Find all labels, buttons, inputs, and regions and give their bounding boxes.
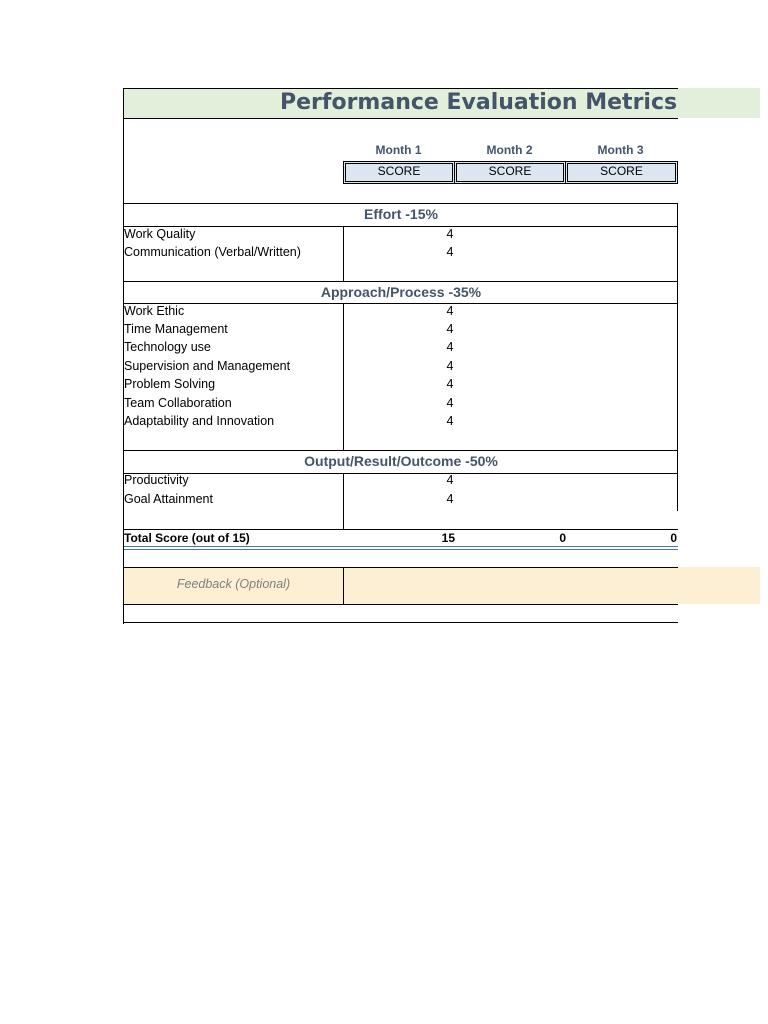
criterion-score[interactable]: 4 <box>446 322 454 336</box>
criterion-score[interactable]: 4 <box>446 340 454 354</box>
criterion-label: Team Collaboration <box>124 396 232 410</box>
criterion-label: Productivity <box>124 473 189 487</box>
criterion-score[interactable]: 4 <box>446 492 454 506</box>
month-3-label: Month 3 <box>597 143 644 157</box>
criterion-score[interactable]: 4 <box>446 473 454 487</box>
total-score-label: Total Score (out of 15) <box>124 531 250 545</box>
month-3-score-header[interactable]: SCORE <box>565 161 678 184</box>
feedback-input[interactable] <box>345 569 675 602</box>
sheet-title: Performance Evaluation Metrics <box>280 90 678 115</box>
criterion-label: Supervision and Management <box>124 359 291 373</box>
feedback-label: Feedback (Optional) <box>176 577 291 591</box>
criterion-label: Communication (Verbal/Written) <box>124 245 301 259</box>
criterion-score[interactable]: 4 <box>446 304 454 318</box>
criterion-score[interactable]: 4 <box>446 377 454 391</box>
criterion-label: Adaptability and Innovation <box>124 414 275 428</box>
section-heading-effort: Effort -15% <box>364 206 438 222</box>
criterion-label: Problem Solving <box>124 377 216 391</box>
criterion-score[interactable]: 4 <box>446 414 454 428</box>
month-1-score-header[interactable]: SCORE <box>343 161 455 184</box>
criterion-score[interactable]: 4 <box>446 245 454 259</box>
criterion-label: Goal Attainment <box>124 492 213 506</box>
criterion-label: Time Management <box>124 322 228 336</box>
criterion-score[interactable]: 4 <box>446 396 454 410</box>
total-score-month-1: 15 <box>441 531 455 545</box>
section-heading-output: Output/Result/Outcome -50% <box>304 453 498 469</box>
total-score-month-2: 0 <box>559 531 566 545</box>
criterion-label: Work Ethic <box>124 304 185 318</box>
total-score-month-3: 0 <box>670 531 677 545</box>
month-2-label: Month 2 <box>486 143 533 157</box>
criterion-score[interactable]: 4 <box>446 359 454 373</box>
criterion-label: Work Quality <box>124 227 196 241</box>
criterion-score[interactable]: 4 <box>446 227 454 241</box>
month-2-score-header[interactable]: SCORE <box>454 161 566 184</box>
criterion-label: Technology use <box>124 340 211 354</box>
section-heading-approach: Approach/Process -35% <box>320 284 482 300</box>
month-1-label: Month 1 <box>375 143 422 157</box>
